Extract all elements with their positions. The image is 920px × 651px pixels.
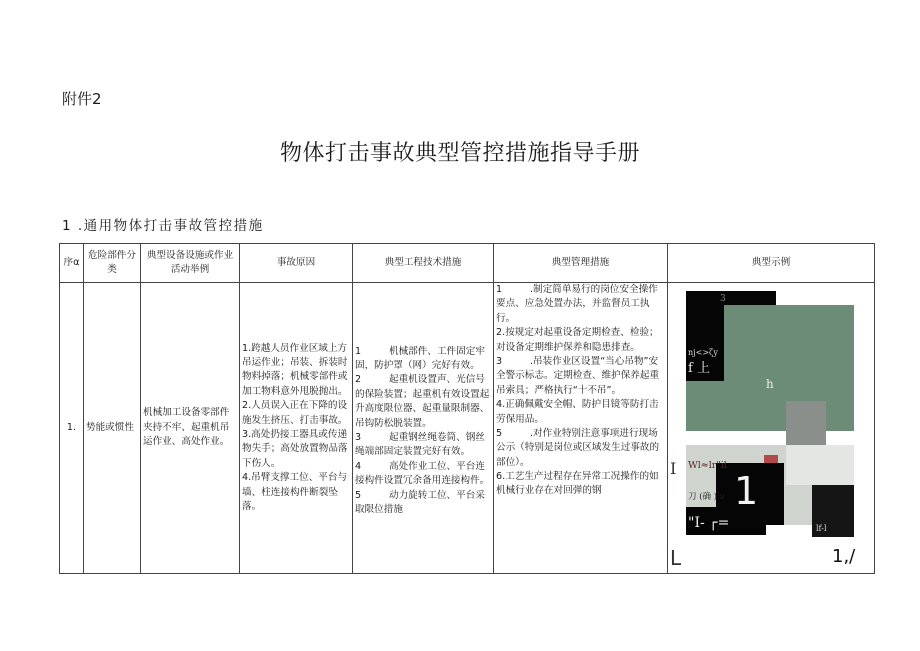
item-number: 3	[496, 355, 503, 367]
item-number: 2.	[496, 327, 506, 339]
item-number: 1	[496, 284, 503, 295]
engineering-item: 4 高处作业工位、平台连接构件设置冗余备用连接构件。	[355, 460, 490, 487]
photo-text: 1	[734, 469, 759, 513]
item-number: 4	[355, 460, 362, 472]
row-category: 势能或惯性	[84, 283, 141, 574]
photo-text: "I- ┌=	[688, 515, 730, 531]
item-number: 4.	[496, 399, 506, 411]
row-causes	[240, 283, 353, 574]
item-number: 6.	[496, 471, 506, 483]
row-example: 机械加工设备零部件夹持不牢、起重机吊运作业、高处作业。	[141, 283, 240, 574]
photo-text: h	[766, 377, 774, 391]
photo-text: I	[670, 459, 677, 478]
example-photo	[670, 285, 866, 571]
cause-item: 4.吊臂支撑工位、平台与墙、柱连接构件断裂坠落。	[242, 472, 348, 512]
annex-label: 附件2	[62, 90, 102, 108]
header-management: 典型管理措施	[494, 244, 668, 283]
table-header-row	[60, 244, 875, 283]
item-number: 2	[355, 374, 362, 386]
row-engineering	[353, 283, 494, 574]
measures-table	[59, 243, 875, 574]
photo-text: nj<>ζy	[688, 348, 718, 357]
item-number: 3	[355, 432, 362, 443]
item-number: 1	[355, 345, 362, 357]
item-number: 5	[355, 489, 362, 501]
photo-gray-block	[786, 401, 826, 449]
row-seq: 1.	[60, 283, 84, 574]
management-item: 3 .吊装作业区设置“当心吊物”安全警示标志。定期检查、维护保养起重吊索具；严格执行“十不吊”。	[496, 355, 660, 396]
photo-text: Wl≈lr"il	[688, 460, 727, 471]
table-row	[60, 283, 875, 574]
cause-item: 3.高处扔接工器具或传递物失手；高处放置物品落下伤人。	[242, 429, 348, 469]
management-item: 1 .制定简单易行的岗位安全操作要点、应急处置办法，并监督员工执行。	[496, 284, 658, 324]
header-seq: 序α	[60, 244, 84, 283]
management-item: 2.按规定对起重设备定期检查、检验；对设备定期维护保养和隐患排查。	[496, 327, 659, 353]
row-illustration	[668, 283, 875, 574]
cause-item: 1.跨越人员作业区域上方吊运作业；吊装、拆装时物料掉落；机械零部件或加工物料意外甩脱抛出。	[242, 342, 348, 397]
photo-text: 1,/	[832, 546, 856, 567]
cause-item: 2.人员误入正在下降的设施发生挤压、打击事故。	[242, 400, 348, 426]
page-title: 物体打击事故典型管控措施指导手册	[279, 141, 640, 166]
header-cause: 事故原因	[240, 244, 353, 283]
engineering-item: 3 起重钢丝绳卷筒、钢丝绳端部固定装置完好有效。	[355, 432, 485, 458]
header-example: 典型设备设施或作业活动举例	[141, 244, 240, 283]
engineering-item: 2 起重机设置声、光信号的保险装置；起重机有效设置起升高度限位器、起重量限制器、吊钩防松脱装置。	[355, 374, 490, 429]
item-number: 5	[496, 427, 503, 439]
header-illustration: 典型示例	[668, 244, 875, 283]
management-item: 5 .对作业特别注意事项进行现场公示（特别是岗位或区域发生过事故的部位）。	[496, 427, 660, 468]
header-engineering: 典型工程技术措施	[353, 244, 494, 283]
management-item: 4.正确佩戴安全帽、防护目镜等防打击劳保用品。	[496, 399, 659, 425]
management-item: 6.工艺生产过程存在异常工况操作的如机械行业存在对回弹的钢	[496, 471, 659, 497]
section-heading: 1 .通用物体打击事故管控措施	[62, 218, 264, 234]
engineering-item: 5 动力旋转工位、平台采取限位措施	[355, 489, 485, 515]
photo-text: lf-l	[816, 524, 827, 533]
photo-text: L	[670, 546, 682, 570]
photo-text: 刀 (确 ) ν	[688, 492, 725, 502]
engineering-item: 1 机械部件、工件固定牢固，防护罩（网）完好有效。	[355, 345, 485, 372]
photo-text: f 上	[688, 361, 710, 376]
photo-light-right	[786, 445, 854, 485]
header-category: 危险部件分类	[84, 244, 141, 283]
row-management	[494, 283, 668, 574]
photo-text: 3	[720, 294, 726, 304]
